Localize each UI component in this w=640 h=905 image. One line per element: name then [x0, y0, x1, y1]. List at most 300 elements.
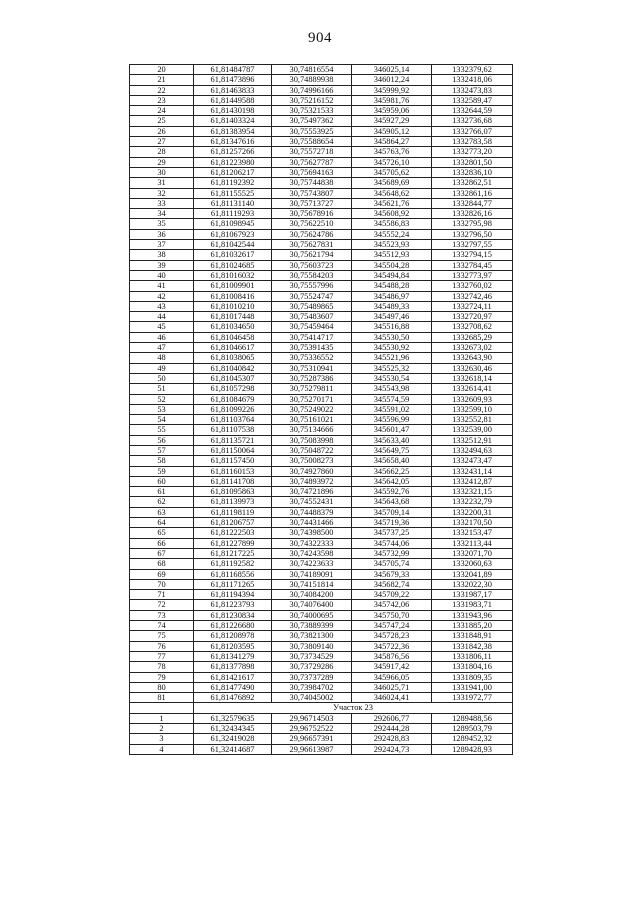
y-coordinate-cell: 1332170,50: [432, 518, 513, 528]
longitude-cell: 30,75489865: [272, 301, 352, 311]
table-row: [130, 713, 513, 723]
table-row: [130, 312, 513, 322]
latitude-cell: 61,81008416: [194, 291, 272, 301]
x-coordinate-cell: 345722,36: [352, 641, 432, 651]
latitude-cell: 61,81067923: [194, 229, 272, 239]
point-number-cell: 74: [130, 621, 194, 631]
longitude-cell: 30,74045002: [272, 693, 352, 703]
latitude-cell: 61,81377898: [194, 662, 272, 672]
y-coordinate-cell: 1332773,97: [432, 270, 513, 280]
x-coordinate-cell: 345726,10: [352, 157, 432, 167]
table-row: [130, 209, 513, 219]
longitude-cell: 30,75048722: [272, 445, 352, 455]
point-number-cell: 20: [130, 65, 194, 75]
x-coordinate-cell: 345750,70: [352, 610, 432, 620]
coordinates-table: [129, 64, 513, 755]
latitude-cell: 61,81223793: [194, 600, 272, 610]
table-row: [130, 147, 513, 157]
longitude-cell: 30,74816554: [272, 65, 352, 75]
latitude-cell: 61,81473896: [194, 75, 272, 85]
y-coordinate-cell: 1332844,77: [432, 198, 513, 208]
table-row: [130, 497, 513, 507]
point-number-cell: 2: [130, 724, 194, 734]
longitude-cell: 30,75627787: [272, 157, 352, 167]
longitude-cell: 30,75321533: [272, 106, 352, 116]
y-coordinate-cell: 1289428,93: [432, 744, 513, 754]
y-coordinate-cell: 1332512,91: [432, 435, 513, 445]
x-coordinate-cell: 345705,62: [352, 167, 432, 177]
latitude-cell: 61,81194394: [194, 590, 272, 600]
latitude-cell: 61,81084679: [194, 394, 272, 404]
table-row: [130, 435, 513, 445]
longitude-cell: 30,74076400: [272, 600, 352, 610]
latitude-cell: 61,81009901: [194, 281, 272, 291]
latitude-cell: 61,81119293: [194, 209, 272, 219]
x-coordinate-cell: 345497,46: [352, 312, 432, 322]
x-coordinate-cell: 345689,69: [352, 178, 432, 188]
x-coordinate-cell: 345530,54: [352, 373, 432, 383]
point-number-cell: 3: [130, 734, 194, 744]
x-coordinate-cell: 292424,73: [352, 744, 432, 754]
point-number-cell: 46: [130, 332, 194, 342]
table-row: [130, 425, 513, 435]
point-number-cell: 53: [130, 404, 194, 414]
x-coordinate-cell: 345705,74: [352, 559, 432, 569]
longitude-cell: 30,75572718: [272, 147, 352, 157]
longitude-cell: 30,73984702: [272, 682, 352, 692]
x-coordinate-cell: 345488,28: [352, 281, 432, 291]
y-coordinate-cell: 1332773,20: [432, 147, 513, 157]
table-row: [130, 631, 513, 641]
latitude-cell: 61,81227899: [194, 538, 272, 548]
longitude-cell: 29,96613987: [272, 744, 352, 754]
table-row: [130, 343, 513, 353]
x-coordinate-cell: 292428,83: [352, 734, 432, 744]
longitude-cell: 30,74151814: [272, 579, 352, 589]
latitude-cell: 61,81034650: [194, 322, 272, 332]
point-number-cell: 76: [130, 641, 194, 651]
point-number-cell: 70: [130, 579, 194, 589]
x-coordinate-cell: 345876,56: [352, 651, 432, 661]
point-number-cell: 31: [130, 178, 194, 188]
latitude-cell: 61,81171265: [194, 579, 272, 589]
x-coordinate-cell: 346025,71: [352, 682, 432, 692]
point-number-cell: 50: [130, 373, 194, 383]
y-coordinate-cell: 1332599,10: [432, 404, 513, 414]
point-number-cell: 66: [130, 538, 194, 548]
point-number-cell: 42: [130, 291, 194, 301]
y-coordinate-cell: 1332784,45: [432, 260, 513, 270]
table-row: [130, 548, 513, 558]
longitude-cell: 30,74488379: [272, 507, 352, 517]
y-coordinate-cell: 1332379,62: [432, 65, 513, 75]
point-number-cell: 36: [130, 229, 194, 239]
x-coordinate-cell: 292606,77: [352, 713, 432, 723]
table-row: [130, 65, 513, 75]
table-row: [130, 384, 513, 394]
point-number-cell: 72: [130, 600, 194, 610]
latitude-cell: 61,81046617: [194, 343, 272, 353]
x-coordinate-cell: 345592,76: [352, 487, 432, 497]
point-number-cell: 69: [130, 569, 194, 579]
table-row: [130, 641, 513, 651]
longitude-cell: 30,75270171: [272, 394, 352, 404]
table-row: [130, 559, 513, 569]
table-row: [130, 734, 513, 744]
table-row: [130, 157, 513, 167]
x-coordinate-cell: 345732,99: [352, 548, 432, 558]
longitude-cell: 30,75557996: [272, 281, 352, 291]
x-coordinate-cell: 345633,40: [352, 435, 432, 445]
latitude-cell: 61,81057298: [194, 384, 272, 394]
y-coordinate-cell: 1332795,98: [432, 219, 513, 229]
longitude-cell: 30,75083998: [272, 435, 352, 445]
longitude-cell: 30,75134666: [272, 425, 352, 435]
section-23-table-body: [130, 713, 513, 754]
y-coordinate-cell: 1332630,46: [432, 363, 513, 373]
point-number-cell: 75: [130, 631, 194, 641]
point-number-cell: 22: [130, 85, 194, 95]
longitude-cell: 30,75627831: [272, 240, 352, 250]
y-coordinate-cell: 1332618,14: [432, 373, 513, 383]
table-row: [130, 672, 513, 682]
latitude-cell: 61,81032617: [194, 250, 272, 260]
longitude-cell: 30,73889399: [272, 621, 352, 631]
y-coordinate-cell: 1289488,56: [432, 713, 513, 723]
table-row: [130, 353, 513, 363]
y-coordinate-cell: 1332473,47: [432, 456, 513, 466]
point-number-cell: 71: [130, 590, 194, 600]
latitude-cell: 61,81223980: [194, 157, 272, 167]
y-coordinate-cell: 1332766,07: [432, 126, 513, 136]
y-coordinate-cell: 1332022,30: [432, 579, 513, 589]
x-coordinate-cell: 345658,40: [352, 456, 432, 466]
table-row: [130, 373, 513, 383]
point-number-cell: 79: [130, 672, 194, 682]
page-number: 904: [308, 30, 332, 46]
table-row: [130, 724, 513, 734]
x-coordinate-cell: 345679,33: [352, 569, 432, 579]
y-coordinate-cell: 1332614,41: [432, 384, 513, 394]
y-coordinate-cell: 1332801,50: [432, 157, 513, 167]
section-header-group: [130, 703, 513, 713]
longitude-cell: 29,96714503: [272, 713, 352, 723]
y-coordinate-cell: 1331983,71: [432, 600, 513, 610]
point-number-cell: 38: [130, 250, 194, 260]
y-coordinate-cell: 1332685,29: [432, 332, 513, 342]
section-header-row: [130, 703, 513, 713]
y-coordinate-cell: 1331804,16: [432, 662, 513, 672]
table-row: [130, 291, 513, 301]
x-coordinate-cell: 345719,36: [352, 518, 432, 528]
longitude-cell: 30,75414717: [272, 332, 352, 342]
table-row: [130, 363, 513, 373]
longitude-cell: 30,74889938: [272, 75, 352, 85]
y-coordinate-cell: 1332232,79: [432, 497, 513, 507]
latitude-cell: 61,81103764: [194, 415, 272, 425]
y-coordinate-cell: 1332736,68: [432, 116, 513, 126]
y-coordinate-cell: 1331809,35: [432, 672, 513, 682]
latitude-cell: 61,32579635: [194, 713, 272, 723]
point-number-cell: 30: [130, 167, 194, 177]
x-coordinate-cell: 345927,29: [352, 116, 432, 126]
x-coordinate-cell: 345591,02: [352, 404, 432, 414]
x-coordinate-cell: 345728,23: [352, 631, 432, 641]
latitude-cell: 61,81017448: [194, 312, 272, 322]
table-row: [130, 281, 513, 291]
y-coordinate-cell: 1289503,79: [432, 724, 513, 734]
x-coordinate-cell: 345601,47: [352, 425, 432, 435]
longitude-cell: 30,75553925: [272, 126, 352, 136]
x-coordinate-cell: 346012,24: [352, 75, 432, 85]
table-row: [130, 240, 513, 250]
x-coordinate-cell: 345648,62: [352, 188, 432, 198]
longitude-cell: 29,96752522: [272, 724, 352, 734]
point-number-cell: 33: [130, 198, 194, 208]
point-number-cell: 4: [130, 744, 194, 754]
latitude-cell: 61,81107538: [194, 425, 272, 435]
table-row: [130, 456, 513, 466]
longitude-cell: 30,74431466: [272, 518, 352, 528]
table-row: [130, 404, 513, 414]
longitude-cell: 30,75459464: [272, 322, 352, 332]
y-coordinate-cell: 1332609,93: [432, 394, 513, 404]
latitude-cell: 61,81203595: [194, 641, 272, 651]
table-row: [130, 332, 513, 342]
latitude-cell: 61,81135721: [194, 435, 272, 445]
point-number-cell: 37: [130, 240, 194, 250]
y-coordinate-cell: 1332200,31: [432, 507, 513, 517]
x-coordinate-cell: 345643,68: [352, 497, 432, 507]
table-row: [130, 250, 513, 260]
point-number-cell: 1: [130, 713, 194, 723]
longitude-cell: 30,75624786: [272, 229, 352, 239]
longitude-cell: 30,74189091: [272, 569, 352, 579]
y-coordinate-cell: 1332760,02: [432, 281, 513, 291]
point-number-cell: 62: [130, 497, 194, 507]
x-coordinate-cell: 345744,06: [352, 538, 432, 548]
x-coordinate-cell: 345530,92: [352, 343, 432, 353]
latitude-cell: 61,81040842: [194, 363, 272, 373]
point-number-cell: 27: [130, 137, 194, 147]
point-number-cell: 63: [130, 507, 194, 517]
longitude-cell: 30,73737289: [272, 672, 352, 682]
longitude-cell: 30,75483607: [272, 312, 352, 322]
y-coordinate-cell: 1332643,90: [432, 353, 513, 363]
table-row: [130, 487, 513, 497]
coordinates-table-body: [130, 65, 513, 703]
y-coordinate-cell: 1332826,16: [432, 209, 513, 219]
latitude-cell: 61,81095863: [194, 487, 272, 497]
latitude-cell: 61,32419028: [194, 734, 272, 744]
section-title: Участок 23: [194, 703, 513, 713]
longitude-cell: 30,75743807: [272, 188, 352, 198]
latitude-cell: 61,81038065: [194, 353, 272, 363]
latitude-cell: 61,81476892: [194, 693, 272, 703]
point-number-cell: 44: [130, 312, 194, 322]
x-coordinate-cell: 345586,83: [352, 219, 432, 229]
point-number-cell: 59: [130, 466, 194, 476]
y-coordinate-cell: 1331941,00: [432, 682, 513, 692]
table-row: [130, 662, 513, 672]
y-coordinate-cell: 1332783,58: [432, 137, 513, 147]
table-row: [130, 188, 513, 198]
latitude-cell: 61,81010210: [194, 301, 272, 311]
y-coordinate-cell: 1289452,32: [432, 734, 513, 744]
point-number-cell: 21: [130, 75, 194, 85]
table-row: [130, 322, 513, 332]
point-number-cell: 47: [130, 343, 194, 353]
longitude-cell: 30,75713727: [272, 198, 352, 208]
table-row: [130, 106, 513, 116]
latitude-cell: 61,32434345: [194, 724, 272, 734]
y-coordinate-cell: 1332708,62: [432, 322, 513, 332]
y-coordinate-cell: 1332071,70: [432, 548, 513, 558]
x-coordinate-cell: 345574,59: [352, 394, 432, 404]
point-number-cell: 51: [130, 384, 194, 394]
longitude-cell: 29,96657391: [272, 734, 352, 744]
latitude-cell: 61,81045307: [194, 373, 272, 383]
longitude-cell: 30,75008273: [272, 456, 352, 466]
latitude-cell: 61,32414687: [194, 744, 272, 754]
x-coordinate-cell: 345552,24: [352, 229, 432, 239]
point-number-cell: 56: [130, 435, 194, 445]
x-coordinate-cell: 346025,14: [352, 65, 432, 75]
y-coordinate-cell: 1332589,47: [432, 95, 513, 105]
point-number-cell: 45: [130, 322, 194, 332]
y-coordinate-cell: 1332862,51: [432, 178, 513, 188]
x-coordinate-cell: 345709,22: [352, 590, 432, 600]
x-coordinate-cell: 345763,76: [352, 147, 432, 157]
table-row: [130, 229, 513, 239]
table-row: [130, 270, 513, 280]
longitude-cell: 30,75524747: [272, 291, 352, 301]
table-row: [130, 507, 513, 517]
longitude-cell: 30,75622510: [272, 219, 352, 229]
point-number-cell: 78: [130, 662, 194, 672]
table-row: [130, 693, 513, 703]
point-number-cell: 68: [130, 559, 194, 569]
x-coordinate-cell: 345742,06: [352, 600, 432, 610]
x-coordinate-cell: 345504,28: [352, 260, 432, 270]
table-row: [130, 610, 513, 620]
table-row: [130, 167, 513, 177]
latitude-cell: 61,81226680: [194, 621, 272, 631]
y-coordinate-cell: 1332113,44: [432, 538, 513, 548]
latitude-cell: 61,81477490: [194, 682, 272, 692]
latitude-cell: 61,81403324: [194, 116, 272, 126]
x-coordinate-cell: 345682,74: [352, 579, 432, 589]
x-coordinate-cell: 345649,75: [352, 445, 432, 455]
table-row: [130, 538, 513, 548]
table-row: [130, 569, 513, 579]
y-coordinate-cell: 1332494,63: [432, 445, 513, 455]
x-coordinate-cell: 346024,41: [352, 693, 432, 703]
table-row: [130, 260, 513, 270]
longitude-cell: 30,75287386: [272, 373, 352, 383]
longitude-cell: 30,73734529: [272, 651, 352, 661]
table-row: [130, 579, 513, 589]
point-number-cell: 26: [130, 126, 194, 136]
y-coordinate-cell: 1332796,50: [432, 229, 513, 239]
x-coordinate-cell: 345864,27: [352, 137, 432, 147]
latitude-cell: 61,81042544: [194, 240, 272, 250]
longitude-cell: 30,75678916: [272, 209, 352, 219]
longitude-cell: 30,75621794: [272, 250, 352, 260]
table-row: [130, 85, 513, 95]
latitude-cell: 61,81099226: [194, 404, 272, 414]
table-row: [130, 518, 513, 528]
latitude-cell: 61,81139973: [194, 497, 272, 507]
y-coordinate-cell: 1332724,11: [432, 301, 513, 311]
y-coordinate-cell: 1331848,91: [432, 631, 513, 641]
longitude-cell: 30,74243598: [272, 548, 352, 558]
point-number-cell: 81: [130, 693, 194, 703]
x-coordinate-cell: 345981,76: [352, 95, 432, 105]
point-number-cell: 35: [130, 219, 194, 229]
y-coordinate-cell: 1332153,47: [432, 528, 513, 538]
x-coordinate-cell: 345516,88: [352, 322, 432, 332]
table-row: [130, 600, 513, 610]
latitude-cell: 61,81131140: [194, 198, 272, 208]
y-coordinate-cell: 1332861,16: [432, 188, 513, 198]
x-coordinate-cell: 345523,93: [352, 240, 432, 250]
y-coordinate-cell: 1332720,97: [432, 312, 513, 322]
table-row: [130, 682, 513, 692]
x-coordinate-cell: 345917,42: [352, 662, 432, 672]
point-number-cell: 34: [130, 209, 194, 219]
point-number-cell: 64: [130, 518, 194, 528]
longitude-cell: 30,75584203: [272, 270, 352, 280]
point-number-cell: 54: [130, 415, 194, 425]
point-number-cell: 49: [130, 363, 194, 373]
x-coordinate-cell: 345512,93: [352, 250, 432, 260]
x-coordinate-cell: 292444,28: [352, 724, 432, 734]
latitude-cell: 61,81198119: [194, 507, 272, 517]
point-number-cell: 55: [130, 425, 194, 435]
point-number-cell: 23: [130, 95, 194, 105]
table-row: [130, 415, 513, 425]
table-row: [130, 137, 513, 147]
longitude-cell: 30,75161021: [272, 415, 352, 425]
latitude-cell: 61,81024685: [194, 260, 272, 270]
latitude-cell: 61,81430198: [194, 106, 272, 116]
latitude-cell: 61,81421617: [194, 672, 272, 682]
latitude-cell: 61,81257266: [194, 147, 272, 157]
point-number-cell: 61: [130, 487, 194, 497]
longitude-cell: 30,74000695: [272, 610, 352, 620]
latitude-cell: 61,81217225: [194, 548, 272, 558]
table-row: [130, 528, 513, 538]
longitude-cell: 30,75603723: [272, 260, 352, 270]
table-row: [130, 445, 513, 455]
point-number-cell: 28: [130, 147, 194, 157]
x-coordinate-cell: 345999,92: [352, 85, 432, 95]
point-number-cell: 41: [130, 281, 194, 291]
longitude-cell: 30,73821300: [272, 631, 352, 641]
x-coordinate-cell: 345642,05: [352, 476, 432, 486]
y-coordinate-cell: 1332431,14: [432, 466, 513, 476]
point-number-cell: 25: [130, 116, 194, 126]
latitude-cell: 61,81222503: [194, 528, 272, 538]
longitude-cell: 30,75391435: [272, 343, 352, 353]
latitude-cell: 61,81098945: [194, 219, 272, 229]
point-number-cell: 43: [130, 301, 194, 311]
point-number-cell: 24: [130, 106, 194, 116]
latitude-cell: 61,81155525: [194, 188, 272, 198]
latitude-cell: 61,81016032: [194, 270, 272, 280]
y-coordinate-cell: 1331943,96: [432, 610, 513, 620]
